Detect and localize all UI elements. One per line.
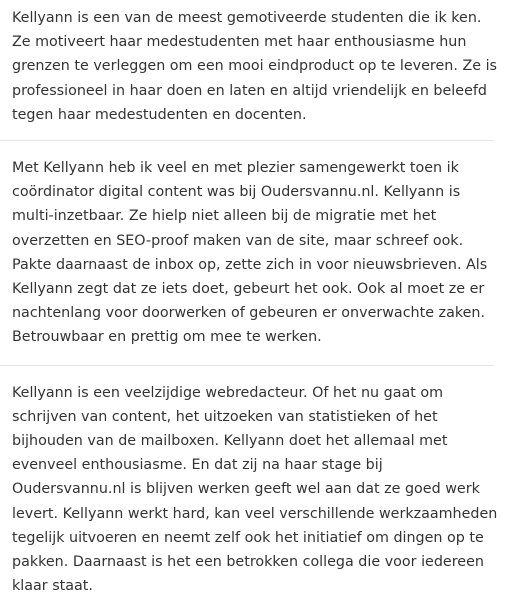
recommendation-item (0, 141, 513, 365)
recommendation-item (0, 366, 513, 599)
recommendation-text: Kellyann is een veelzijdige webredacteur. Of het nu gaat om schrijven van content, het uitzoeken van statistieken of het bijhouden van de mailboxen. Kellyann doet het allemaal met evenveel enthousiasme. En dat zij na haar stage bij Oudersvannu.nl is blijven werken geeft wel aan dat ze goed werk levert. Kellyann werkt hard, kan veel verschillende werkzaamheden tegelijk uitvoeren en neemt zelf ook het initiatief om dingen op te pakken. Daarnaast is het een betrokken collega die voor iedereen klaar staat. (12, 384, 498, 595)
recommendation-text: Met Kellyann heb ik veel en met plezier samengewerkt toen ik coördinator digital content was bij Oudersvannu.nl. Kellyann is multi-inzetbaar. Ze hielp niet alleen bij de migratie met het overzetten en SEO-proof maken van de site, maar schreef ook. Pakte daarnaast de inbox op, zette zich in voor nieuwsbrieven. Als Kellyann zegt dat ze iets doet, gebeurt het ook. Ook al moet ze er nachtenlang voor doorwerken of gebeuren er onverwachte zaken. Betrouwbaar en prettig om mee te werken. (12, 160, 488, 346)
recommendation-item (0, 0, 513, 140)
recommendation-text: Kellyann is een van de meest gemotiveerde studenten die ik ken. Ze motiveert haar medestudenten met haar enthousiasme hun grenzen te verleggen om een mooi eindproduct op te leveren. Ze is professioneel in haar doen en laten en altijd vriendelijk en beleefd tegen haar medestudenten en docenten. (12, 10, 497, 123)
